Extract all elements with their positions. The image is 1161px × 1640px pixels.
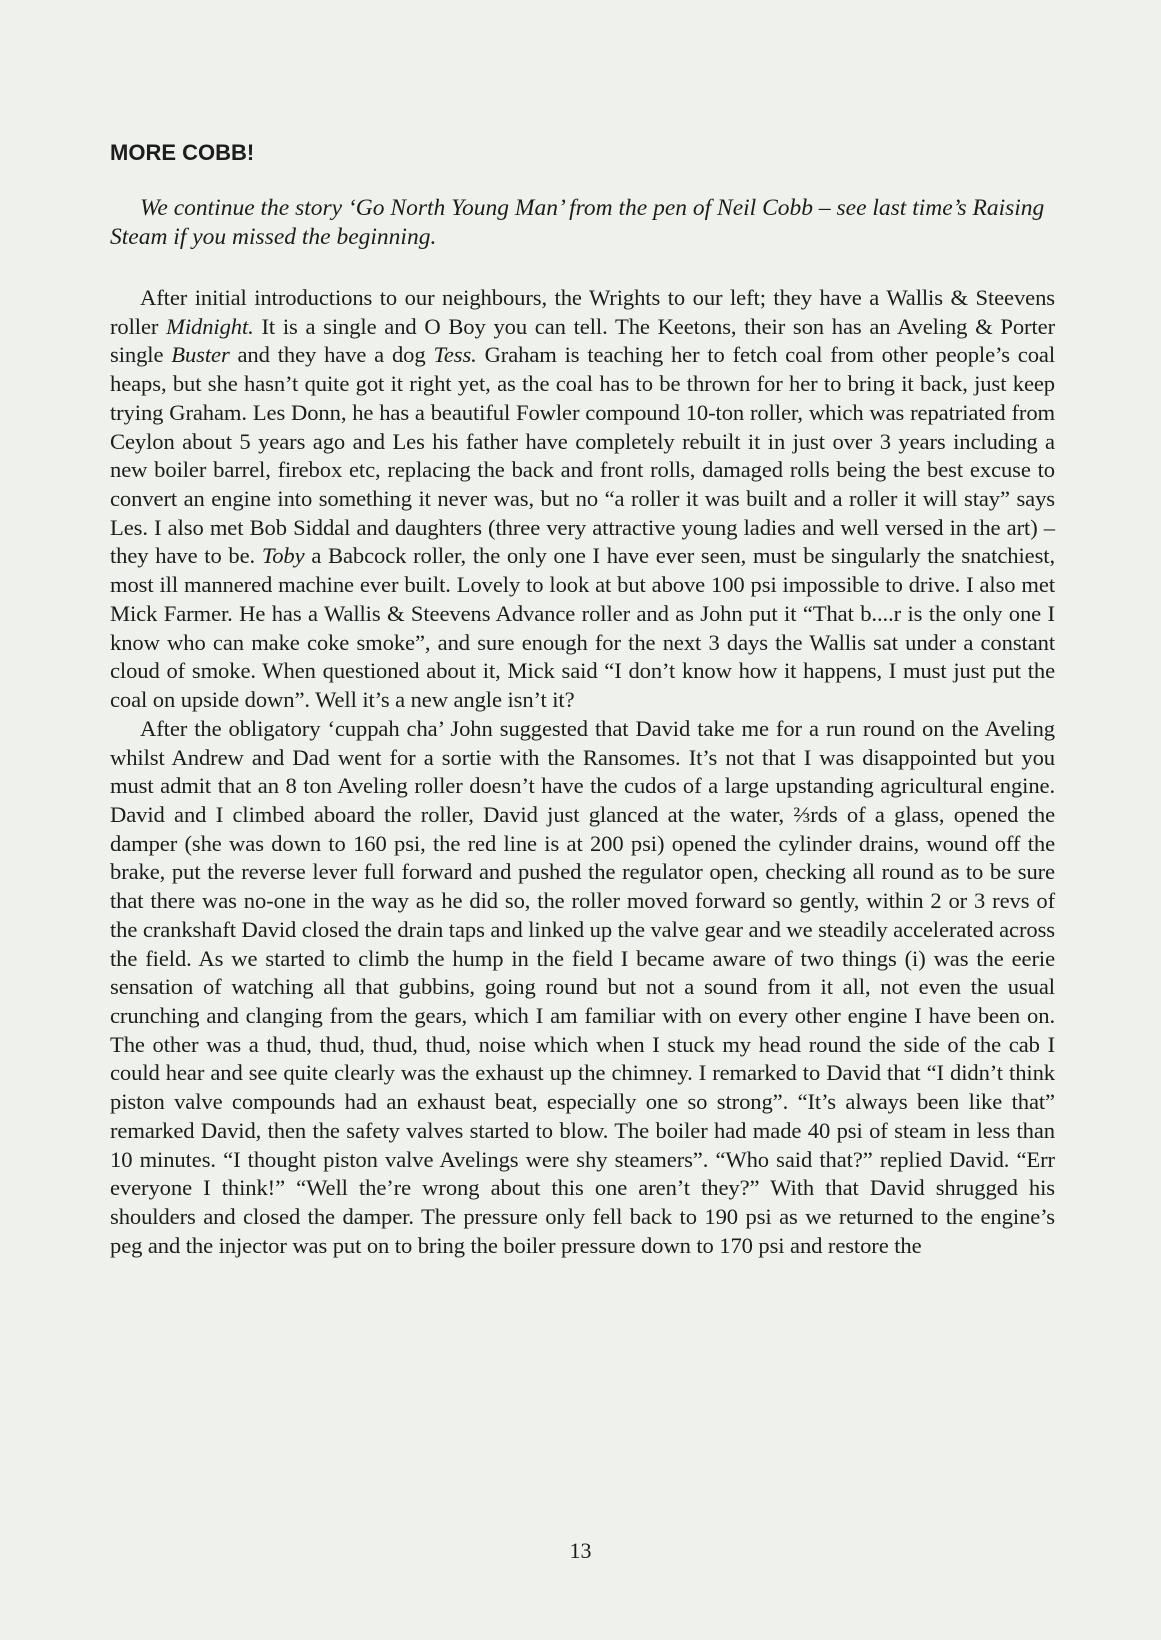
body-paragraph-2 — [110, 715, 1055, 1261]
story-title: ‘Go North Young Man’ — [347, 195, 564, 221]
engine-name: Midnight. — [166, 313, 254, 339]
text-segment: a Babcock roller, the only one I have ever seen, must be singularly the snatchiest, most ill mannered machine ever built. Lovely to look at but above 100 psi impossible to drive. I also met Mick Farmer. He has a Wallis & Steevens Advance roller and as John put it “That b....r is the only one I know who can make coke smoke”, and sure enough for the next 3 days the Wallis sat under a constant cloud of smoke. When questioned about it, Mick said “I don’t know how it happens, I must just put the coal on upside down”. Well it’s a new angle isn’t it? — [110, 543, 1055, 713]
body-paragraph-1 — [110, 284, 1055, 715]
text-segment: and they have a dog — [229, 342, 434, 368]
article-heading: MORE COBB! — [110, 140, 255, 165]
article-body — [110, 284, 1055, 1260]
page-number: 13 — [569, 1538, 592, 1563]
article-intro: We continue the story ‘Go North Young Man’ from the pen of Neil Cobb – see last time’s Raising Steam if you missed the beginning. — [110, 195, 1045, 250]
text-segment: Graham is teaching her to fetch coal from other people’s coal heaps, but she hasn’t quite got it right yet, as the coal has to be thrown for her to bring it back, just keep trying Graham. Les Donn, he has a beautiful Fowler compound 10-ton roller, which was repatriated from Ceylon about 5 years ago and Les his father have completely rebuilt it in just over 3 years including a new boiler barrel, firebox etc, replacing the back and front rolls, damaged rolls being the best excuse to convert an engine into something it never was, but no “a roller it was built and a roller it will stay” says Les. I also met Bob Siddal and daughters (three very attractive young ladies and well versed in the art) – they have to be. — [110, 342, 1056, 569]
text-segment: It is a single and O Boy you can tell. The Keetons, their son has an Aveling & Porter single — [110, 313, 1055, 368]
dog-name: Tess. — [433, 342, 477, 368]
text-segment: After initial introductions to our neighbours, the Wrights to our left; they have a Wallis & Steevens roller — [110, 285, 1055, 339]
engine-name: Toby — [261, 543, 305, 569]
engine-name: Buster — [171, 342, 230, 368]
text-segment: After the obligatory ‘cuppah cha’ John suggested that David take me for a run round on the Aveling whilst Andrew and Dad went for a sortie with the Ransomes. It’s not that I was disappointed but you must admit that an 8 ton Aveling roller doesn’t have the cudos of a large upstanding agricultural engine. David and I climbed aboard the roller, David just glanced at the water, ⅔rds of a glass, opened the damper (she was down to 160 psi, the red line is at 200 psi) opened the cylinder drains, wound off the brake, put the reverse lever full forward and pushed the regulator open, checking all round as to be sure that there was no-one in the way as he did so, the roller moved forward so gently, within 2 or 3 revs of the crankshaft David closed the drain taps and linked up the valve gear and we steadily accelerated across the field. As we started to climb the hump in the field I became aware of two things (i) was the eerie sensation of watching all that gubbins, going round but not a sound from it all, not even the usual crunching and clanging from the gears, which I am familiar with on every other engine I have been on. The other was a thud, thud, thud, thud, noise which when I stuck my head round the side of the cab I could hear and see quite clearly was the exhaust up the chimney. I remarked to David that “I didn’t think piston valve compounds had an exhaust beat, especially one so strong”. “It’s always been like that” remarked David, then the safety valves started to blow. The boiler had made 40 psi of steam in less than 10 minutes. “I thought piston valve Avelings were shy steamers”. “Who said that?” replied David. “Err everyone I think!” “Well the’re wrong about this one aren’t they?” With that David shrugged his shoulders and closed the damper. The pressure only fell back to 190 psi as we returned to the engine’s peg and the injector was put on to bring the boiler pressure down to 170 psi and restore the — [110, 715, 1055, 1258]
